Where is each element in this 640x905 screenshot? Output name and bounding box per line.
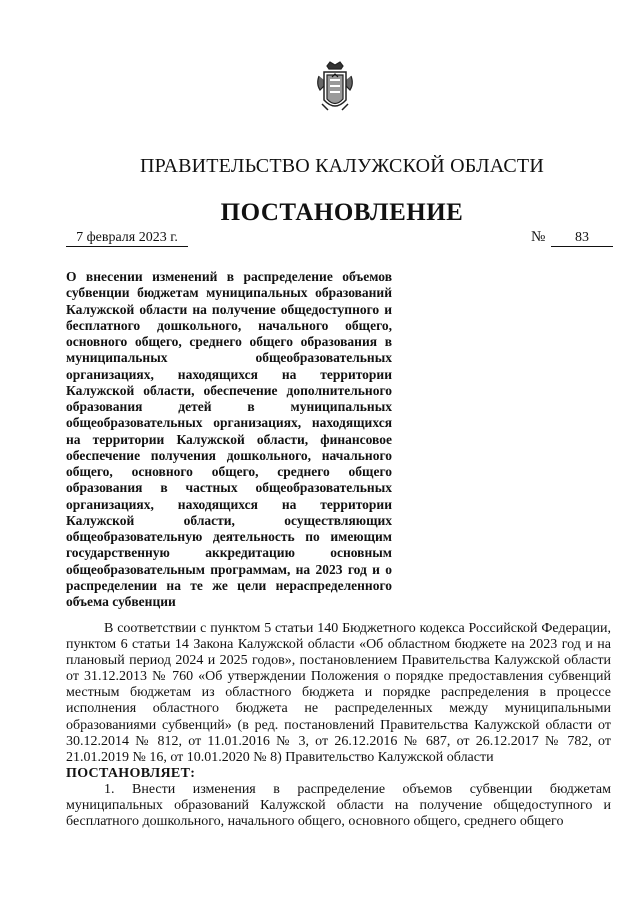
document-number: 83 [551,229,613,247]
document-body [66,621,611,830]
decree-word: ПОСТАНОВЛЯЕТ: [66,765,196,781]
document-subject: О внесении изменений в распределение объемов субвенции бюджетам муниципальных образований Калужской области на получение общедоступного и бесплатного дошкольного, начального общего, основного общего, среднего общего образования в муниципальных общеобразовательных организациях, находящихся на территории Калужской области, обеспечение дополнительного образования детей в муниципальных общеобразовательных организациях, находящихся на территории Калужской области, финансовое обеспечение получения дошкольного, начального общего, основного общего, среднего общего образования в частных общеобразовательных организациях, находящихся на территории Калужской области, осуществляющих общеобразовательную деятельность по имеющим государственную аккредитацию основным общеобразовательным программам, на 2023 год и о распределении на те же цели нераспределенного объема субвенции [66,269,392,609]
document-number-label: № [531,229,546,245]
document-type-heading: ПОСТАНОВЛЕНИЕ [220,199,464,226]
coat-of-arms-icon [314,60,356,114]
item-1-paragraph: 1. Внести изменения в распределение объемов субвенции бюджетам муниципальных образований Калужской области на получение общедоступного и бесплатного дошкольного, начального общего, основного общего, среднего общего [66,781,611,830]
preamble-paragraph: В соответствии с пунктом 5 статьи 140 Бюджетного кодекса Российской Федерации, пунктом 6 статьи 14 Закона Калужской области «Об областном бюджете на 2023 год и на плановый период 2024 и 2025 годов», постановлением Правительства Калужской области от 31.12.2013 № 760 «Об утверждении Положения о порядке предоставления субвенций местным бюджетам из областного бюджета и порядке распределения в процессе исполнения областного бюджета не распределенных между муниципальными образованиями субвенций» (в ред. постановлений Правительства Калужской области от 30.12.2014 № 812, от 11.01.2016 № 3, от 26.12.2016 № 687, от 26.12.2017 № 782, от 21.01.2019 № 16, от 10.01.2020 № 8) Правительство Калужской области [66,621,611,765]
government-title: ПРАВИТЕЛЬСТВО КАЛУЖСКОЙ ОБЛАСТИ [140,155,544,177]
document-date: 7 февраля 2023 г. [66,229,188,247]
